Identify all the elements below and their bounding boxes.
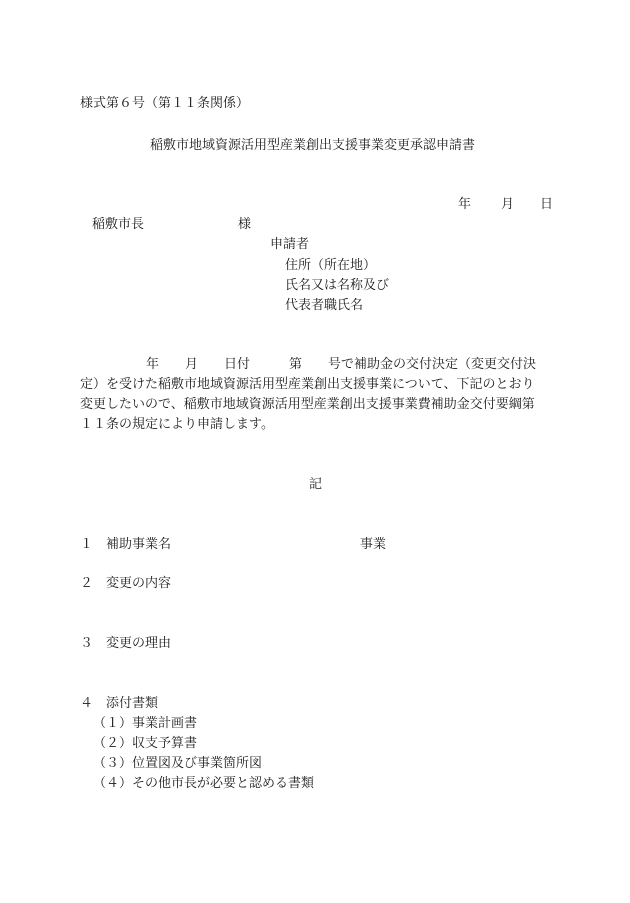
item-1-suffix: 事業: [360, 537, 387, 552]
form-number: 様式第６号（第１１条関係）: [80, 96, 250, 111]
date-day-label: 日: [540, 197, 554, 212]
item-2-number: ２: [80, 576, 94, 591]
addressee-honorific: 様: [238, 217, 252, 232]
item-3-number: ３: [80, 636, 94, 651]
applicant-address-label: 住所（所在地）: [285, 258, 377, 273]
addressee-name: 稲敷市長: [92, 217, 145, 232]
applicant-name-label-2: 代表者職氏名: [285, 298, 364, 313]
date-month-label: 月: [501, 197, 515, 212]
ki-heading: 記: [309, 477, 323, 492]
body-line-1: 年 月 日付 第 号で補助金の交付決定（変更交付決: [146, 357, 537, 372]
body-line-4: １１条の規定により申請します。: [80, 417, 274, 432]
item-4-number: ４: [80, 696, 94, 711]
body-line-2: 定）を受けた稲敷市地域資源活用型産業創出支援事業について、下記のとおり: [80, 377, 535, 392]
body-line-3: 変更したいので、稲敷市地域資源活用型産業創出支援事業費補助金交付要綱第: [80, 397, 535, 412]
item-4-sub-4: （４）その他市長が必要と認める書類: [93, 776, 315, 791]
item-4-sub-3: （３）位置図及び事業箇所図: [93, 756, 263, 771]
applicant-name-label-1: 氏名又は名称及び: [285, 278, 390, 293]
date-year-label: 年: [458, 197, 472, 212]
item-3-label: 変更の理由: [106, 636, 172, 651]
item-4-sub-2: （２）収支予算書: [93, 736, 198, 751]
item-4-label: 添付書類: [106, 696, 159, 711]
item-1-label: 補助事業名: [106, 537, 172, 552]
item-4-sub-1: （１）事業計画書: [93, 716, 198, 731]
document-title: 稲敷市地域資源活用型産業創出支援事業変更承認申請書: [150, 138, 476, 153]
item-2-label: 変更の内容: [106, 576, 172, 591]
applicant-heading: 申請者: [270, 237, 310, 252]
item-1-number: １: [80, 537, 94, 552]
